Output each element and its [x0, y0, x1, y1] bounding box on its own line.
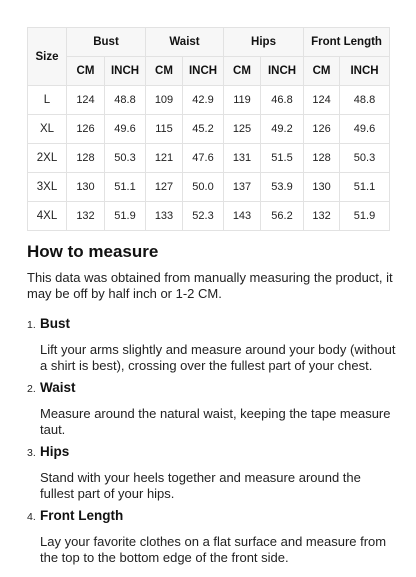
how-to-measure-section — [27, 242, 397, 572]
size-cell: 4XL — [28, 202, 67, 231]
measurement-cell: 48.8 — [340, 86, 390, 115]
measurement-cell: 49.6 — [105, 115, 146, 144]
hips-header: Hips — [224, 28, 304, 57]
front-length-header: Front Length — [304, 28, 390, 57]
measurement-cell: 53.9 — [261, 173, 304, 202]
size-cell: L — [28, 86, 67, 115]
measurement-cell: 49.2 — [261, 115, 304, 144]
measurement-cell: 132 — [304, 202, 340, 231]
step-title: Front Length — [40, 508, 124, 523]
unit-header: CM — [304, 57, 340, 86]
waist-header: Waist — [146, 28, 224, 57]
measurement-cell: 51.9 — [340, 202, 390, 231]
measurement-cell: 45.2 — [183, 115, 224, 144]
measurement-cell: 56.2 — [261, 202, 304, 231]
measurement-cell: 126 — [304, 115, 340, 144]
measure-step — [27, 316, 397, 374]
measurement-cell: 50.0 — [183, 173, 224, 202]
step-description: Lay your favorite clothes on a flat surface and measure from the top to the bottom edge of the front side. — [40, 534, 387, 565]
measurement-cell: 130 — [67, 173, 105, 202]
measurement-cell: 49.6 — [340, 115, 390, 144]
measurement-cell: 143 — [224, 202, 261, 231]
step-number: 1. — [27, 319, 36, 331]
measure-step — [27, 380, 397, 438]
measurement-cell: 128 — [304, 144, 340, 173]
measurement-cell: 46.8 — [261, 86, 304, 115]
step-heading — [27, 508, 397, 528]
measurement-cell: 119 — [224, 86, 261, 115]
measurement-cell: 52.3 — [183, 202, 224, 231]
unit-header: INCH — [105, 57, 146, 86]
measurement-cell: 51.5 — [261, 144, 304, 173]
step-heading — [27, 380, 397, 400]
size-cell: 3XL — [28, 173, 67, 202]
section-intro: This data was obtained from manually measuring the product, it may be off by half inch or 1-2 CM. — [27, 270, 393, 301]
step-heading — [27, 316, 397, 336]
step-description: Stand with your heels together and measure around the fullest part of your hips. — [40, 470, 361, 501]
unit-header: CM — [67, 57, 105, 86]
unit-header: CM — [146, 57, 183, 86]
size-cell: 2XL — [28, 144, 67, 173]
measure-steps-list — [27, 316, 397, 566]
table-row — [28, 86, 390, 115]
unit-header: CM — [224, 57, 261, 86]
size-cell: XL — [28, 115, 67, 144]
measurement-cell: 48.8 — [105, 86, 146, 115]
measurement-cell: 109 — [146, 86, 183, 115]
measurement-cell: 51.1 — [340, 173, 390, 202]
step-title: Waist — [40, 380, 76, 395]
measurement-cell: 42.9 — [183, 86, 224, 115]
measure-step — [27, 444, 397, 502]
table-row — [28, 202, 390, 231]
table-body — [28, 86, 390, 231]
measurement-cell: 125 — [224, 115, 261, 144]
step-description: Lift your arms slightly and measure around your body (without a shirt is best), crossing over the fullest part of your chest. — [40, 342, 396, 373]
measurement-cell: 50.3 — [105, 144, 146, 173]
size-chart-table — [27, 27, 390, 231]
step-number: 2. — [27, 383, 36, 395]
measurement-cell: 50.3 — [340, 144, 390, 173]
step-heading — [27, 444, 397, 464]
step-description: Measure around the natural waist, keeping the tape measure taut. — [40, 406, 391, 437]
bust-header: Bust — [67, 28, 146, 57]
measurement-cell: 126 — [67, 115, 105, 144]
unit-header: INCH — [183, 57, 224, 86]
measurement-cell: 131 — [224, 144, 261, 173]
unit-header: INCH — [340, 57, 390, 86]
measurement-cell: 128 — [67, 144, 105, 173]
measurement-cell: 121 — [146, 144, 183, 173]
measurement-cell: 133 — [146, 202, 183, 231]
size-header: Size — [28, 28, 67, 86]
unit-header: INCH — [261, 57, 304, 86]
table-row — [28, 115, 390, 144]
measurement-cell: 47.6 — [183, 144, 224, 173]
measurement-cell: 124 — [67, 86, 105, 115]
step-number: 4. — [27, 511, 36, 523]
measurement-cell: 51.9 — [105, 202, 146, 231]
measurement-cell: 132 — [67, 202, 105, 231]
table-header-group-row — [28, 28, 390, 57]
measure-step — [27, 508, 397, 566]
table-row — [28, 144, 390, 173]
measurement-cell: 137 — [224, 173, 261, 202]
measurement-cell: 115 — [146, 115, 183, 144]
step-title: Bust — [40, 316, 70, 331]
step-title: Hips — [40, 444, 70, 459]
table-header-unit-row — [28, 57, 390, 86]
table-row — [28, 173, 390, 202]
measurement-cell: 127 — [146, 173, 183, 202]
section-title: How to measure — [27, 242, 159, 261]
measurement-cell: 124 — [304, 86, 340, 115]
measurement-cell: 130 — [304, 173, 340, 202]
measurement-cell: 51.1 — [105, 173, 146, 202]
step-number: 3. — [27, 447, 36, 459]
